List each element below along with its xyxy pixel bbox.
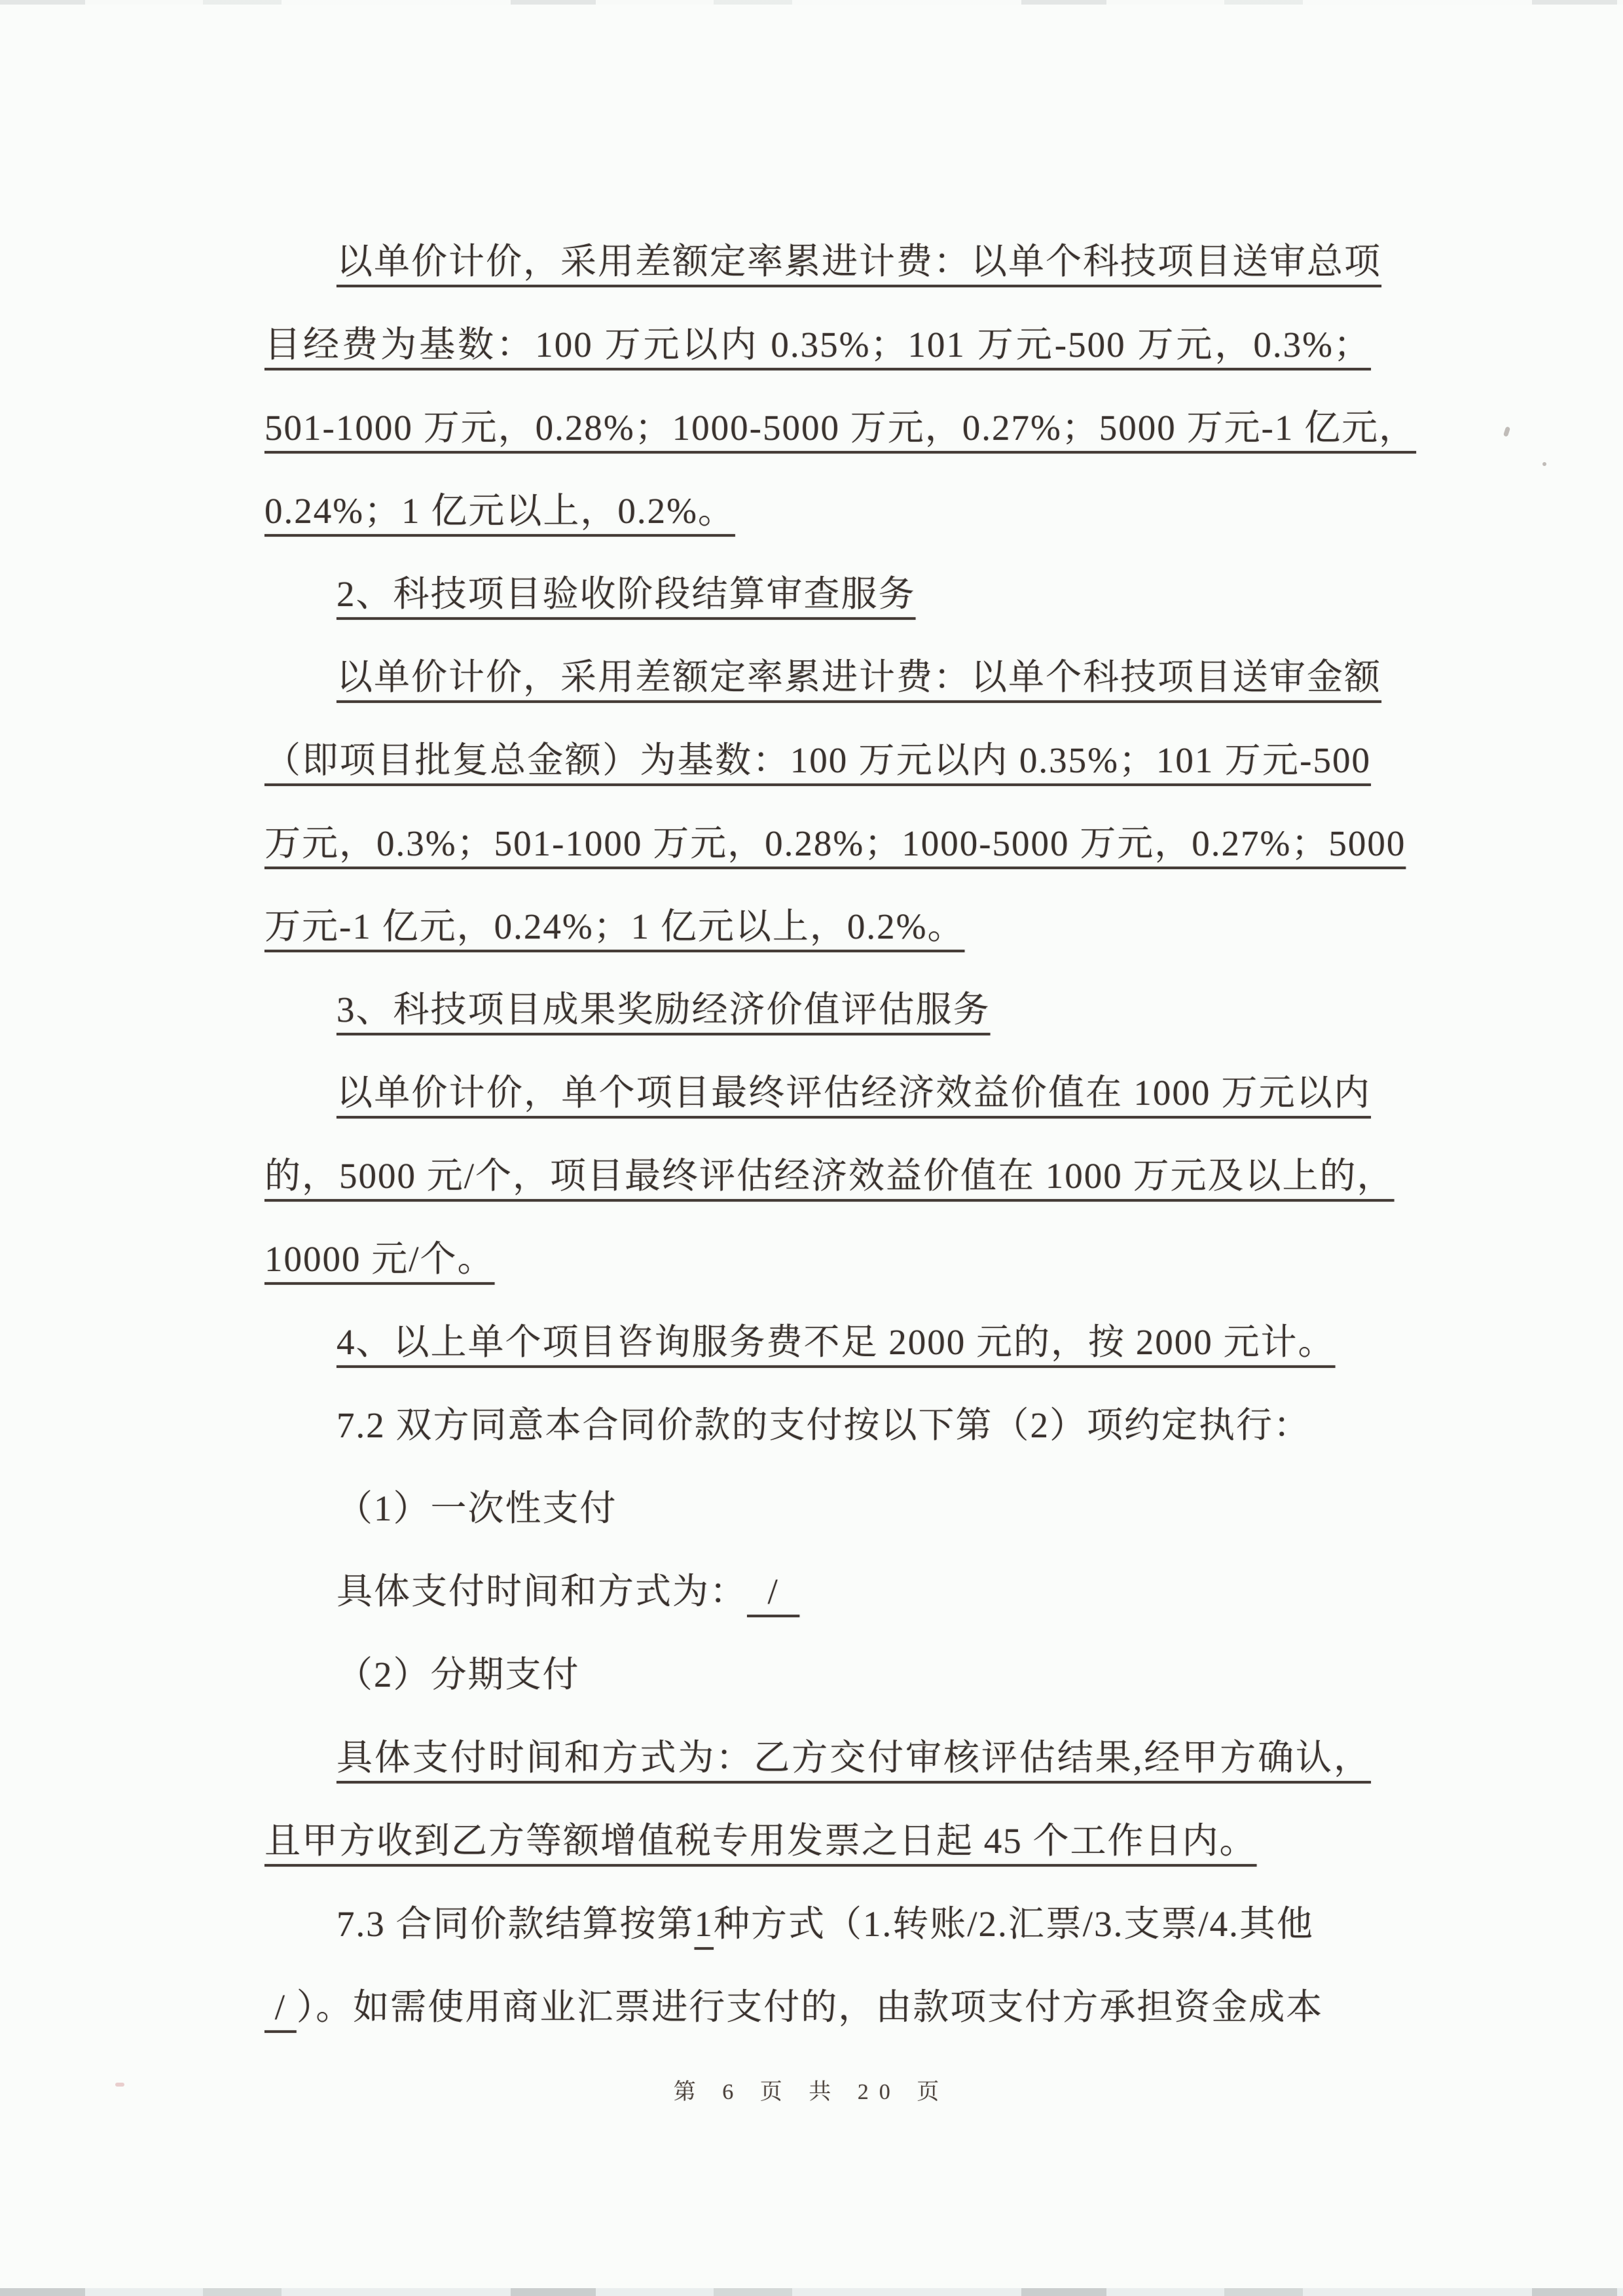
line-text: ）。如需使用商业汇票进行支付的，由款项支付方承担资金成本 xyxy=(296,1987,1324,2027)
line-text: 种方式（1.转账/2.汇票/3.支票/4.其他 xyxy=(714,1904,1314,1944)
contract-line xyxy=(264,885,1371,968)
contract-text-block xyxy=(264,220,1417,2049)
line-text: 501-1000 万元，0.28%；1000-5000 万元，0.27%；5000 万元-1 亿元， xyxy=(264,408,1417,448)
contract-line xyxy=(264,220,1382,303)
line-text: 以单价计价，采用差额定率累进计费：以单个科技项目送审金额 xyxy=(337,657,1382,697)
scan-speck xyxy=(1542,462,1546,466)
contract-line xyxy=(264,1965,1371,2049)
blank-slash-field: / xyxy=(747,1571,800,1611)
contract-line xyxy=(264,802,1406,885)
contract-line xyxy=(264,1134,1395,1217)
contract-line xyxy=(264,1633,1371,1716)
line-text: 的，5000 元/个，项目最终评估经济效益价值在 1000 万元及以上的， xyxy=(264,1156,1395,1196)
line-text: 10000 元/个。 xyxy=(264,1239,495,1279)
contract-line xyxy=(264,386,1417,469)
line-text: 0.24%；1 亿元以上，0.2%。 xyxy=(264,491,735,531)
line-text: 4、以上单个项目咨询服务费不足 2000 元的，按 2000 元计。 xyxy=(337,1322,1336,1362)
contract-line xyxy=(264,1467,1371,1550)
line-text: 7.2 双方同意本合同价款的支付按以下第（2）项约定执行： xyxy=(337,1405,1311,1445)
scan-speck xyxy=(115,2083,124,2087)
line-text: 目经费为基数：100 万元以内 0.35%；101 万元-500 万元，0.3%； xyxy=(264,325,1371,365)
contract-line xyxy=(264,636,1382,719)
contract-line xyxy=(264,469,1371,552)
line-text: 3、科技项目成果奖励经济价值评估服务 xyxy=(337,990,991,1030)
contract-clause-heading xyxy=(264,552,1371,636)
line-text: 以单价计价，采用差额定率累进计费：以单个科技项目送审总项 xyxy=(337,242,1382,281)
line-text: 万元-1 亿元，0.24%；1 亿元以上，0.2%。 xyxy=(264,906,965,946)
line-text: 2、科技项目验收阶段结算审查服务 xyxy=(337,574,916,614)
line-text: 具体支付时间和方式为：乙方交付审核评估结果,经甲方确认， xyxy=(337,1738,1371,1778)
contract-line xyxy=(264,1300,1371,1384)
line-text: （2）分期支付 xyxy=(337,1655,580,1695)
contract-line xyxy=(264,719,1371,802)
selected-option-number: 1 xyxy=(694,1904,714,1944)
line-text: 7.3 合同价款结算按第 xyxy=(337,1904,695,1944)
line-text: 以单价计价，单个项目最终评估经济效益价值在 1000 万元以内 xyxy=(337,1073,1371,1113)
line-text: 万元，0.3%；501-1000 万元，0.28%；1000-5000 万元，0.27%；5000 xyxy=(264,823,1406,863)
scan-edge-artifact-top xyxy=(0,0,1623,5)
contract-line xyxy=(264,1384,1371,1467)
line-text: 具体支付时间和方式为： xyxy=(337,1571,748,1611)
contract-line xyxy=(264,1550,1371,1633)
line-text: （1）一次性支付 xyxy=(337,1488,617,1528)
blank-slash-field: / xyxy=(264,1987,297,2027)
line-text: 且甲方收到乙方等额增值税专用发票之日起 45 个工作日内。 xyxy=(264,1821,1257,1861)
contract-line xyxy=(264,1051,1371,1134)
contract-line xyxy=(264,1716,1371,1799)
scan-edge-artifact-bottom xyxy=(0,2288,1623,2296)
contract-line xyxy=(264,303,1371,386)
contract-line xyxy=(264,1882,1371,1965)
page-number-footer: 第 6 页 共 20 页 xyxy=(673,2080,950,2104)
contract-clause-heading xyxy=(264,968,1371,1051)
scan-speck xyxy=(1503,426,1510,437)
line-text: （即项目批复总金额）为基数：100 万元以内 0.35%；101 万元-500 xyxy=(264,740,1371,780)
contract-line xyxy=(264,1799,1371,1882)
contract-line xyxy=(264,1217,1371,1300)
